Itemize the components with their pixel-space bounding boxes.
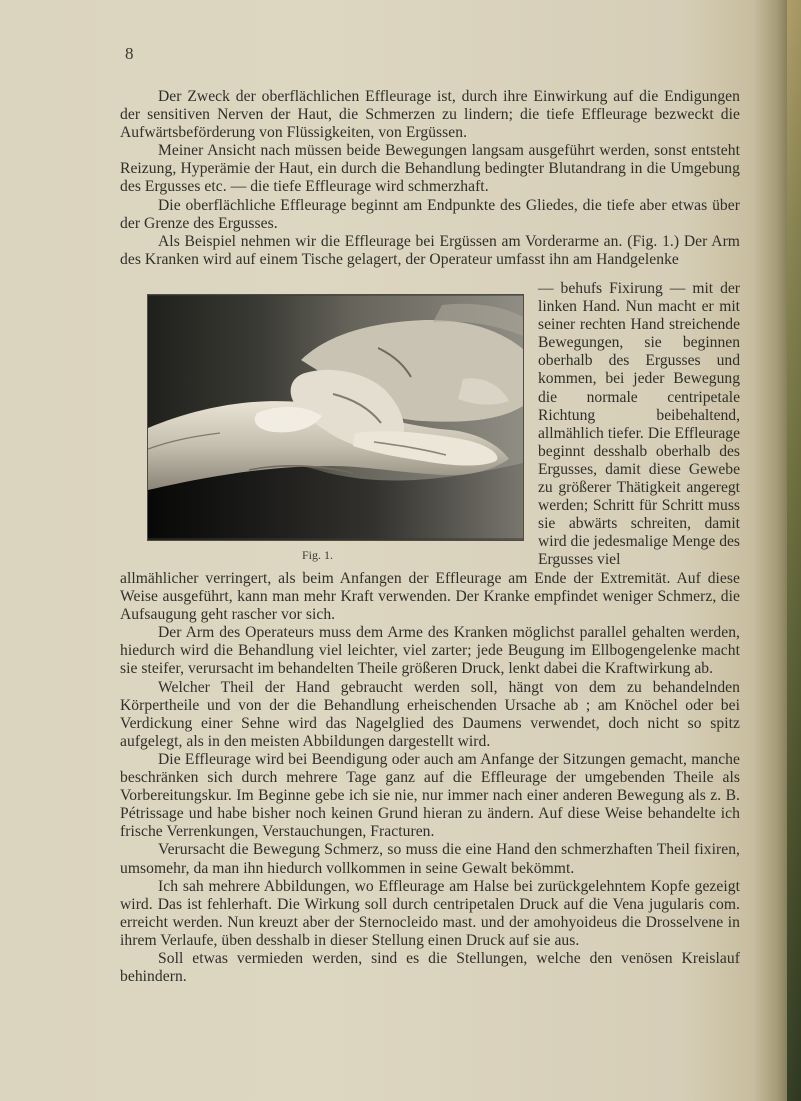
figure-side-text (538, 280, 740, 570)
paragraph-2: Meiner Ansicht nach müssen beide Bewegungen langsam ausgeführt werden, sonst entsteht Reizung, Hyperämie der Haut, ein durch die Behandlung bedingter Blutandrang in die Umgebung des Ergusses etc. — die tiefe Effleurage wird schmerzhaft. (120, 142, 740, 196)
paragraph-3: Die oberflächliche Effleurage beginnt am Endpunkte des Gliedes, die tiefe aber etwas über der Grenze des Ergusses. (120, 196, 740, 232)
page-edge-shadow (787, 0, 801, 1101)
paragraph-9: Verursacht die Bewegung Schmerz, so muss die eine Hand den schmerzhaften Theil fixiren, umsomehr, da man ihn hiedurch vollkommen in seine Gewalt bekömmt. (120, 841, 740, 877)
top-text-block (120, 88, 740, 269)
side-paragraph: — behufs Fixirung — mit der linken Hand. Nun macht er mit seiner rechten Hand streichende Bewegungen, sie beginnen oberhalb des Ergusses und kommen, bei jeder Bewegung die normale centripetale Richtung beibehaltend, allmählich tiefer. Die Effleurage beginnt desshalb oberhalb des Ergusses, damit diese Gewebe zu größerer Thätigkeit angeregt werden; Schritt für Schritt muss sie abwärts schreiten, damit wird die jedesmalige Menge des Ergusses viel (538, 280, 740, 569)
paragraph-8: Die Effleurage wird bei Beendigung oder auch am Anfange der Sitzungen gemacht, manche beschränken sich durch mehrere Tage ganz auf die Effleurage der umgebenden Theile als Vorbereitungskur. Im Beginne gebe ich sie nie, nur immer nach einer anderen Bewegung als z. B. Pétrissage und habe bisher noch keinen Grund hieran zu ändern. Auf diese Weise behandelte ich frische Verrenkungen, Verstauchungen, Fracturen. (120, 750, 740, 841)
figure-illustration (148, 295, 523, 540)
page-number: 8 (125, 44, 134, 63)
paragraph-4: Als Beispiel nehmen wir die Effleurage bei Ergüssen am Vorderarme an. (Fig. 1.) Der Arm des Kranken wird auf einem Tische gelagert, der Operateur umfasst ihn am Handgelenke (120, 232, 740, 268)
figure-caption: Fig. 1. (302, 548, 334, 562)
paragraph-10: Ich sah mehrere Abbildungen, wo Effleurage am Halse bei zurückgelehntem Kopfe gezeigt wird. Das ist fehlerhaft. Die Wirkung soll durch centripetalen Druck auf die Vena jugularis com. erreicht werden. Nun kreuzt aber der Sternocleido mast. und der amohyoideus die Drosselvene in ihrem Verlaufe, üben desshalb in dieser Stellung einen Druck auf sie aus. (120, 877, 740, 949)
paragraph-7: Welcher Theil der Hand gebraucht werden soll, hängt von dem zu behandelnden Körpertheile und von der die Behandlung erheischenden Ursache ab ; am Knöchel oder bei Verdickung einer Sehne wird das Nagelglied des Daumens verwendet, doch nicht so spitz aufgelegt, als in den meisten Abbildungen dargestellt wird. (120, 678, 740, 750)
paragraph-1: Der Zweck der oberflächlichen Effleurage ist, durch ihre Einwirkung auf die Endigungen der sensitiven Nerven der Haut, die Schmerzen zu lindern; die tiefe Effleurage bezweckt die Aufwärtsbeförderung von Flüssigkeiten, von Ergüssen. (120, 88, 740, 142)
paragraph-6: Der Arm des Operateurs muss dem Arme des Kranken möglichst parallel gehalten werden, hiedurch wird die Behandlung viel leichter, viel zarter; jede Beugung im Ellbogengelenke macht sie steifer, verursacht im behandelten Theile größeren Druck, lenkt dabei die Kraftwirkung ab. (120, 624, 740, 678)
paragraph-5: allmählicher verringert, als beim Anfangen der Effleurage am Ende der Extremität. Auf diese Weise ausgeführt, kann man mehr Kraft verwenden. Der Kranke empfindet weniger Schmerz, die Aufsaugung geht rascher vor sich. (120, 570, 740, 624)
bottom-text-block (120, 570, 740, 986)
figure-1-image (147, 294, 524, 541)
paragraph-11: Soll etwas vermieden werden, sind es die Stellungen, welche den venösen Kreislauf behindern. (120, 949, 740, 986)
